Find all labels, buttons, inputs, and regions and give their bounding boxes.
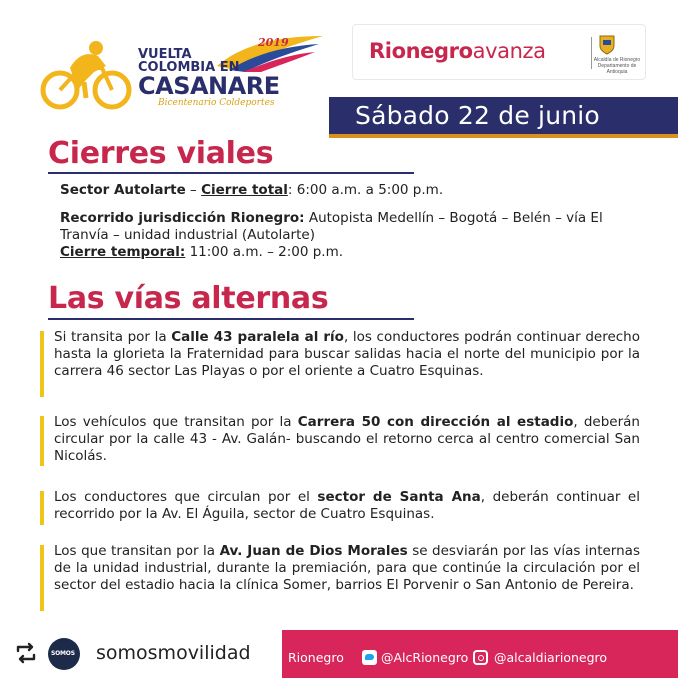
alt-paragraph-4 <box>40 543 640 594</box>
closure-item-autolarte <box>60 182 660 199</box>
closure-total-label: Cierre total <box>201 182 288 198</box>
repost-icon[interactable] <box>14 642 38 664</box>
alt-text-4 <box>54 543 640 594</box>
cyclist-icon <box>40 38 132 110</box>
social-footer <box>282 630 678 678</box>
alt-bar-4 <box>40 545 44 611</box>
recorrido-label: Recorrido jurisdicción Rionegro: <box>60 210 305 226</box>
alt-bar-3 <box>40 491 44 525</box>
avatar[interactable] <box>48 638 80 670</box>
date-banner <box>329 97 678 138</box>
crest-caption: Alcaldía de Rionegro Departamento de Antioquia <box>593 57 641 75</box>
alt-1-post: , los conductores podrán continuar derecho hasta la glorieta la Fraternidad para buscar salidas hacia el norte del municipio por la carrera 46 sector Las Playas o por el oriente a Cuatro Esquinas. <box>54 329 641 379</box>
vuelta-title <box>138 48 280 108</box>
header <box>0 0 678 140</box>
alt-3-bold: sector de Santa Ana <box>317 489 481 505</box>
alt-1-bold: Calle 43 paralela al río <box>171 329 344 345</box>
alt-text-1 <box>54 329 640 380</box>
vuelta-colombia-logo <box>40 30 320 115</box>
alt-bar-2 <box>40 416 44 466</box>
alt-2-post: , deberán circular por la calle 43 - Av. Galán- buscando el retorno cerca al centro comercial San Nicolás. <box>54 414 640 464</box>
alt-4-pre: Los que transitan por la <box>54 543 220 559</box>
alt-3-post: , deberán continuar el recorrido por la Av. El Águila, sector de Cuatro Esquinas. <box>54 489 640 522</box>
alternas-title-underline <box>48 318 414 320</box>
alt-text-2 <box>54 414 640 465</box>
brand-part1: Rionegro <box>369 39 473 63</box>
repost-username[interactable]: somosmovilidad <box>96 642 251 664</box>
closure-sector: Sector Autolarte <box>60 182 186 198</box>
closure-temporal-label: Cierre temporal: <box>60 244 186 260</box>
alt-1-pre: Si transita por la <box>54 329 172 345</box>
vuelta-line3: CASANARE <box>138 72 280 100</box>
alt-paragraph-1 <box>40 329 640 380</box>
alt-4-post: se desviarán por las vías internas de la unidad industrial, durante la premiación, para que continúe la circulación por el sector del estadio hacia la clínica Somer, barrios El Porvenir o San Antonio de Pereira. <box>54 543 640 593</box>
closure-dash: – <box>185 182 202 198</box>
date-text: Sábado 22 de junio <box>355 101 600 130</box>
alternas-title: Las vías alternas <box>48 281 329 316</box>
alt-3-pre: Los conductores que circulan por el <box>54 489 318 505</box>
cierres-title-underline <box>48 172 414 174</box>
instagram-icon <box>473 650 488 665</box>
vuelta-subtitle: Bicentenario Coldeportes <box>158 98 275 108</box>
alt-2-bold: Carrera 50 con dirección al estadio <box>297 414 574 430</box>
vuelta-line2: COLOMBIA EN <box>138 60 240 75</box>
footer-rionegro: Rionegro <box>288 650 344 665</box>
closure-total-time: : 6:00 a.m. a 5:00 p.m. <box>287 182 444 198</box>
footer-instagram-handle: @alcaldiarionegro <box>494 650 608 665</box>
alt-bar-1 <box>40 331 44 397</box>
cierres-title: Cierres viales <box>48 136 274 171</box>
brand-divider <box>591 37 592 69</box>
alt-paragraph-2 <box>40 414 640 465</box>
alt-text-3 <box>54 489 640 523</box>
avatar-text: SOMOS <box>51 650 75 657</box>
brand-part2: avanza <box>472 39 546 63</box>
rionegro-avanza-logo <box>352 24 646 80</box>
alt-4-bold: Av. Juan de Dios Morales <box>219 543 408 559</box>
closure-item-recorrido <box>60 210 650 261</box>
brand-wordmark <box>369 39 546 63</box>
repost-bar <box>0 630 282 678</box>
footer-twitter-handle: @AlcRionegro <box>381 650 469 665</box>
recorrido-route: Autopista Medellín – Bogotá – Belén – vía El Tranvía – unidad industrial (Autolarte) <box>60 210 603 243</box>
closure-temporal-time: 11:00 a.m. – 2:00 p.m. <box>185 244 344 260</box>
vuelta-year: 2019 <box>258 36 289 49</box>
coat-of-arms-icon <box>599 35 615 55</box>
twitter-icon <box>362 650 377 665</box>
alt-paragraph-3 <box>40 489 640 523</box>
vuelta-line1: VUELTA <box>138 47 192 62</box>
alt-2-pre: Los vehículos que transitan por la <box>54 414 298 430</box>
